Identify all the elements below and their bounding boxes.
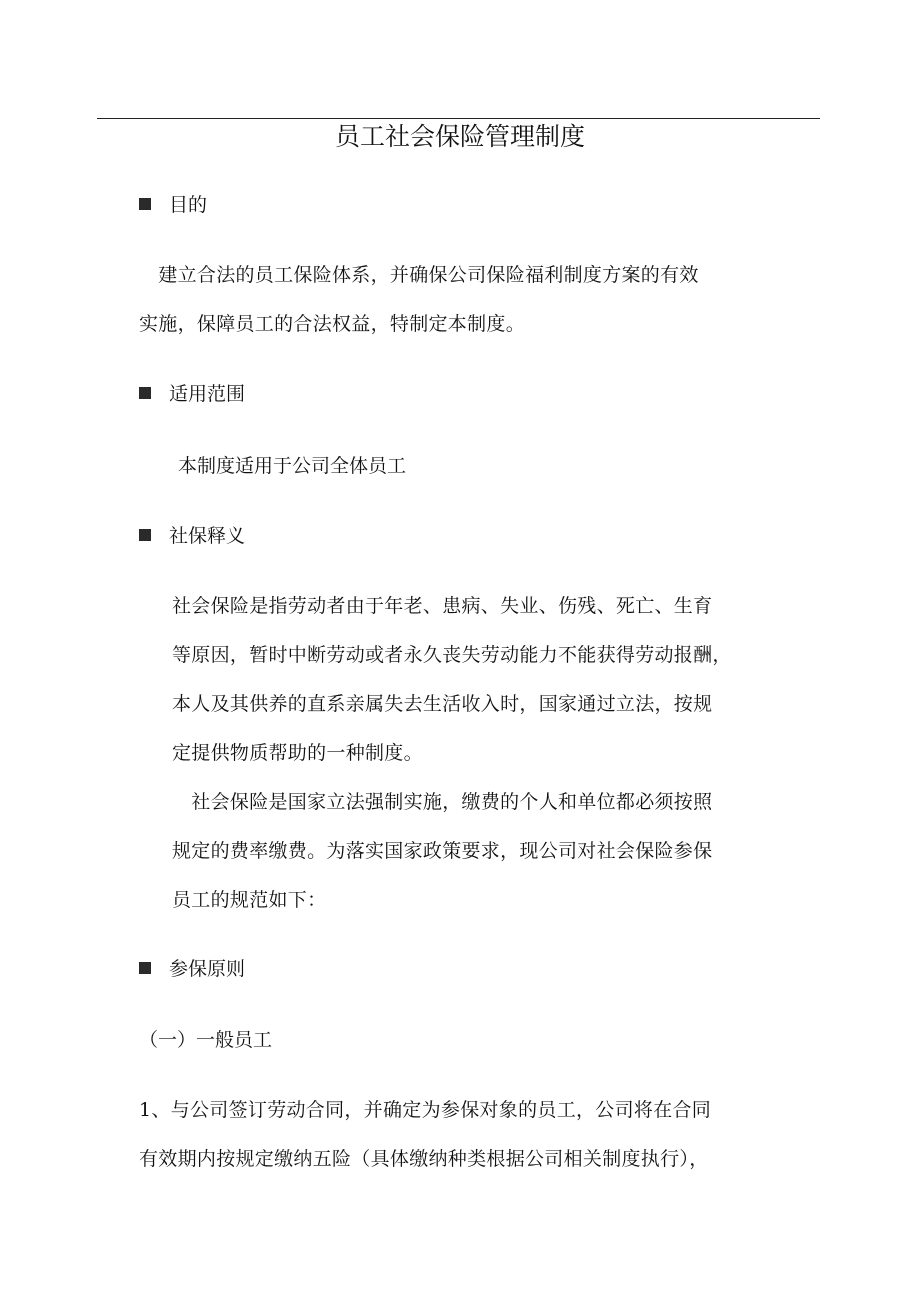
square-bullet-icon: [139, 387, 151, 399]
paragraph-line: 有效期内按规定缴纳五险（具体缴纳种类根据公司相关制度执行），: [139, 1148, 709, 1170]
paragraph-line: 规定的费率缴费。为落实国家政策要求，现公司对社会保险参保: [172, 840, 713, 862]
scope-paragraph: [159, 451, 406, 481]
section-heading-label: 目的: [169, 194, 208, 216]
paragraph-line: 社会保险是国家立法强制实施，缴费的个人和单位都必须按照: [172, 791, 713, 813]
paragraph-line: 定提供物质帮助的一种制度。: [172, 742, 423, 764]
paragraph-line: 本制度适用于公司全体员工: [159, 455, 407, 477]
subheading-general-employees: [139, 1025, 272, 1055]
paragraph-line: 1、与公司签订劳动合同，并确定为参保对象的员工，公司将在合同: [139, 1099, 712, 1121]
principles-paragraph: [139, 1086, 711, 1184]
purpose-paragraph: [139, 251, 699, 349]
document-title: 员工社会保险管理制度: [334, 122, 585, 151]
paragraph-line: 社会保险是指劳动者由于年老、患病、失业、伤残、死亡、生育: [172, 595, 713, 617]
section-heading-purpose: [139, 190, 207, 220]
paragraph-line: 实施，保障员工的合法权益，特制定本制度。: [139, 313, 526, 335]
paragraph-line: 等原因，暂时中断劳动或者永久丧失劳动能力不能获得劳动报酬，: [172, 644, 732, 666]
paragraph-line: 员工的规范如下：: [172, 889, 327, 911]
section-heading-principles: [139, 954, 245, 984]
section-heading-label: 参保原则: [169, 958, 246, 980]
square-bullet-icon: [139, 962, 151, 974]
section-heading-scope: [139, 379, 245, 409]
section-heading-definition: [139, 521, 245, 551]
square-bullet-icon: [139, 529, 151, 541]
section-heading-label: 适用范围: [169, 383, 246, 405]
square-bullet-icon: [139, 198, 151, 210]
paragraph-line: 本人及其供养的直系亲属失去生活收入时，国家通过立法，按规: [172, 693, 713, 715]
paragraph-line: 建立合法的员工保险体系，并确保公司保险福利制度方案的有效: [139, 264, 699, 286]
definition-paragraph-2: [172, 778, 712, 925]
definition-paragraph-1: [172, 582, 732, 778]
subheading-label: （一）一般员工: [139, 1029, 273, 1051]
section-heading-label: 社保释义: [169, 525, 246, 547]
